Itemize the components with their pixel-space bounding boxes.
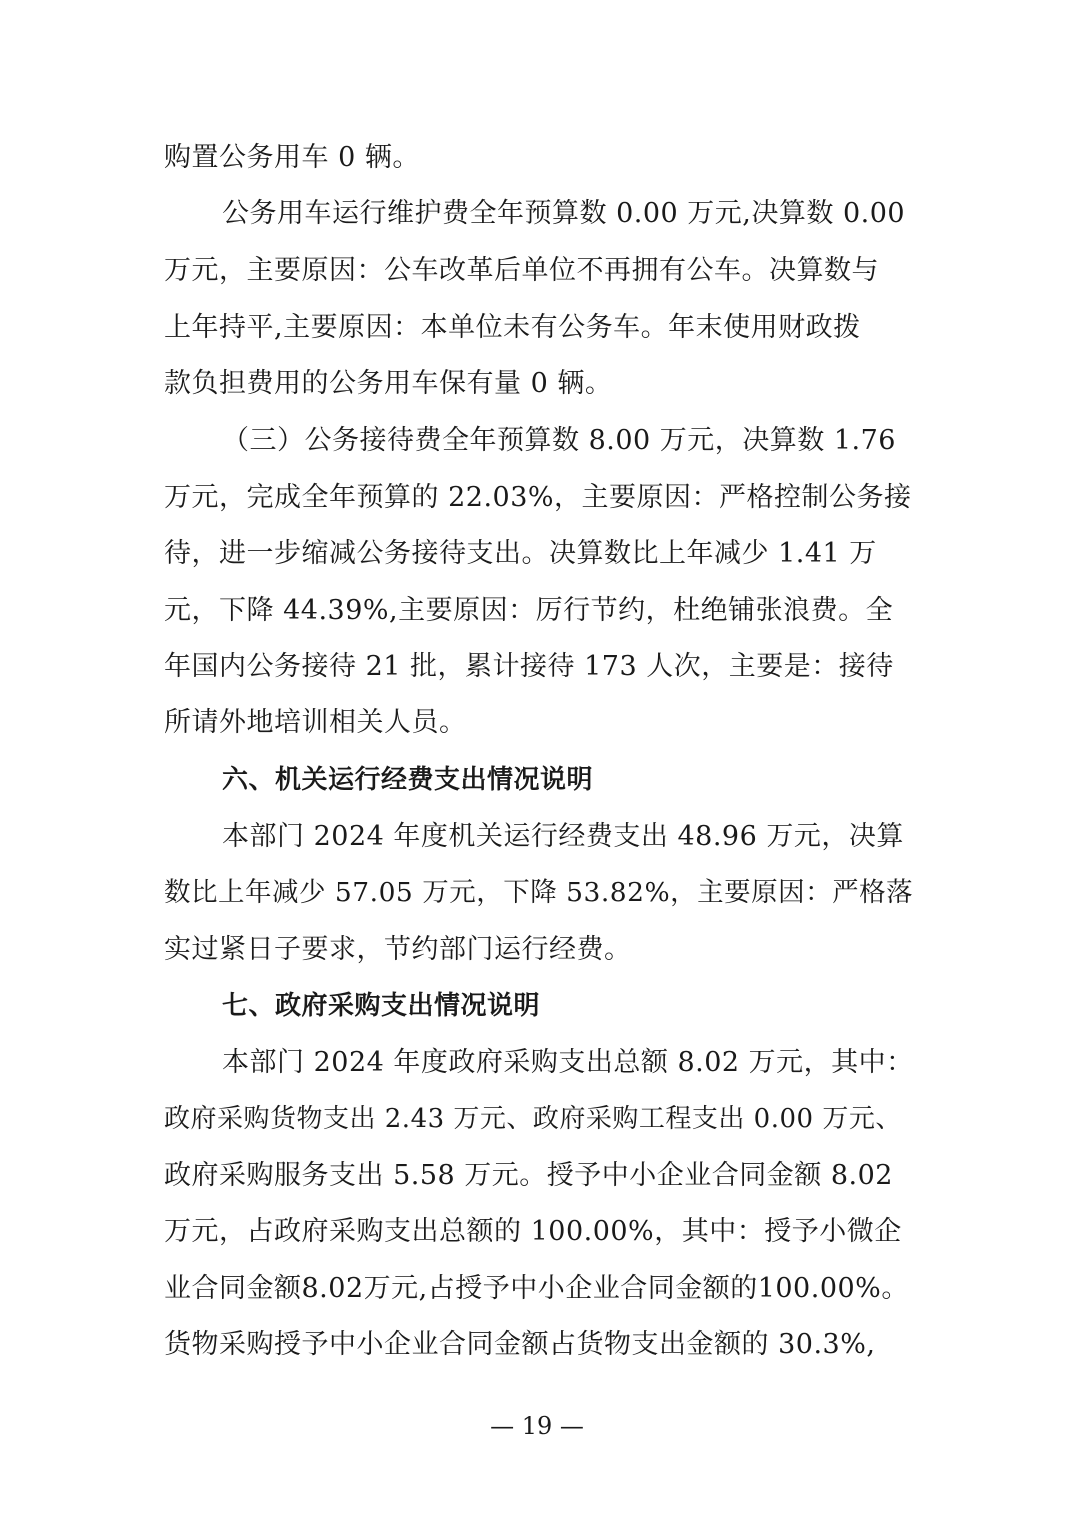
text-line: 万元，占政府采购支出总额的 100.00%，其中：授予小微企 bbox=[164, 1216, 902, 1247]
text-line: 年国内公务接待 21 批，累计接待 173 人次，主要是：接待 bbox=[164, 651, 894, 682]
text-line: 万元，完成全年预算的 22.03%，主要原因：严格控制公务接 bbox=[164, 482, 912, 513]
text-line: 款负担费用的公务用车保有量 0 辆。 bbox=[164, 368, 613, 399]
text-line: 公务用车运行维护费全年预算数 0.00 万元,决算数 0.00 bbox=[222, 198, 906, 229]
text-line: （三）公务接待费全年预算数 8.00 万元，决算数 1.76 bbox=[222, 425, 896, 456]
text-line: 待，进一步缩减公务接待支出。决算数比上年减少 1.41 万 bbox=[164, 538, 877, 569]
text-line: 上年持平,主要原因：本单位未有公务车。年末使用财政拨 bbox=[164, 312, 861, 343]
text-line: 购置公务用车 0 辆。 bbox=[164, 142, 420, 173]
text-line: 所请外地培训相关人员。 bbox=[164, 707, 467, 738]
section-heading: 六、机关运行经费支出情况说明 bbox=[222, 765, 594, 795]
text-line: 万元，主要原因：公车改革后单位不再拥有公车。决算数与 bbox=[164, 255, 879, 286]
text-line: 实过紧日子要求，节约部门运行经费。 bbox=[164, 934, 632, 965]
text-line: 元，下降 44.39%,主要原因：厉行节约，杜绝铺张浪费。全 bbox=[164, 595, 894, 626]
text-line: 数比上年减少 57.05 万元，下降 53.82%，主要原因：严格落 bbox=[164, 877, 914, 908]
text-line: 业合同金额8.02万元,占授予中小企业合同金额的100.00%。 bbox=[164, 1273, 909, 1304]
text-line: 政府采购货物支出 2.43 万元、政府采购工程支出 0.00 万元、 bbox=[164, 1104, 902, 1134]
page-number: — 19 — bbox=[490, 1412, 584, 1440]
text-line: 本部门 2024 年度机关运行经费支出 48.96 万元，决算 bbox=[222, 821, 904, 852]
text-line: 政府采购服务支出 5.58 万元。授予中小企业合同金额 8.02 bbox=[164, 1160, 893, 1191]
section-heading: 七、政府采购支出情况说明 bbox=[222, 991, 541, 1021]
text-line: 本部门 2024 年度政府采购支出总额 8.02 万元，其中： bbox=[222, 1047, 914, 1078]
text-line: 货物采购授予中小企业合同金额占货物支出金额的 30.3%, bbox=[164, 1329, 876, 1360]
